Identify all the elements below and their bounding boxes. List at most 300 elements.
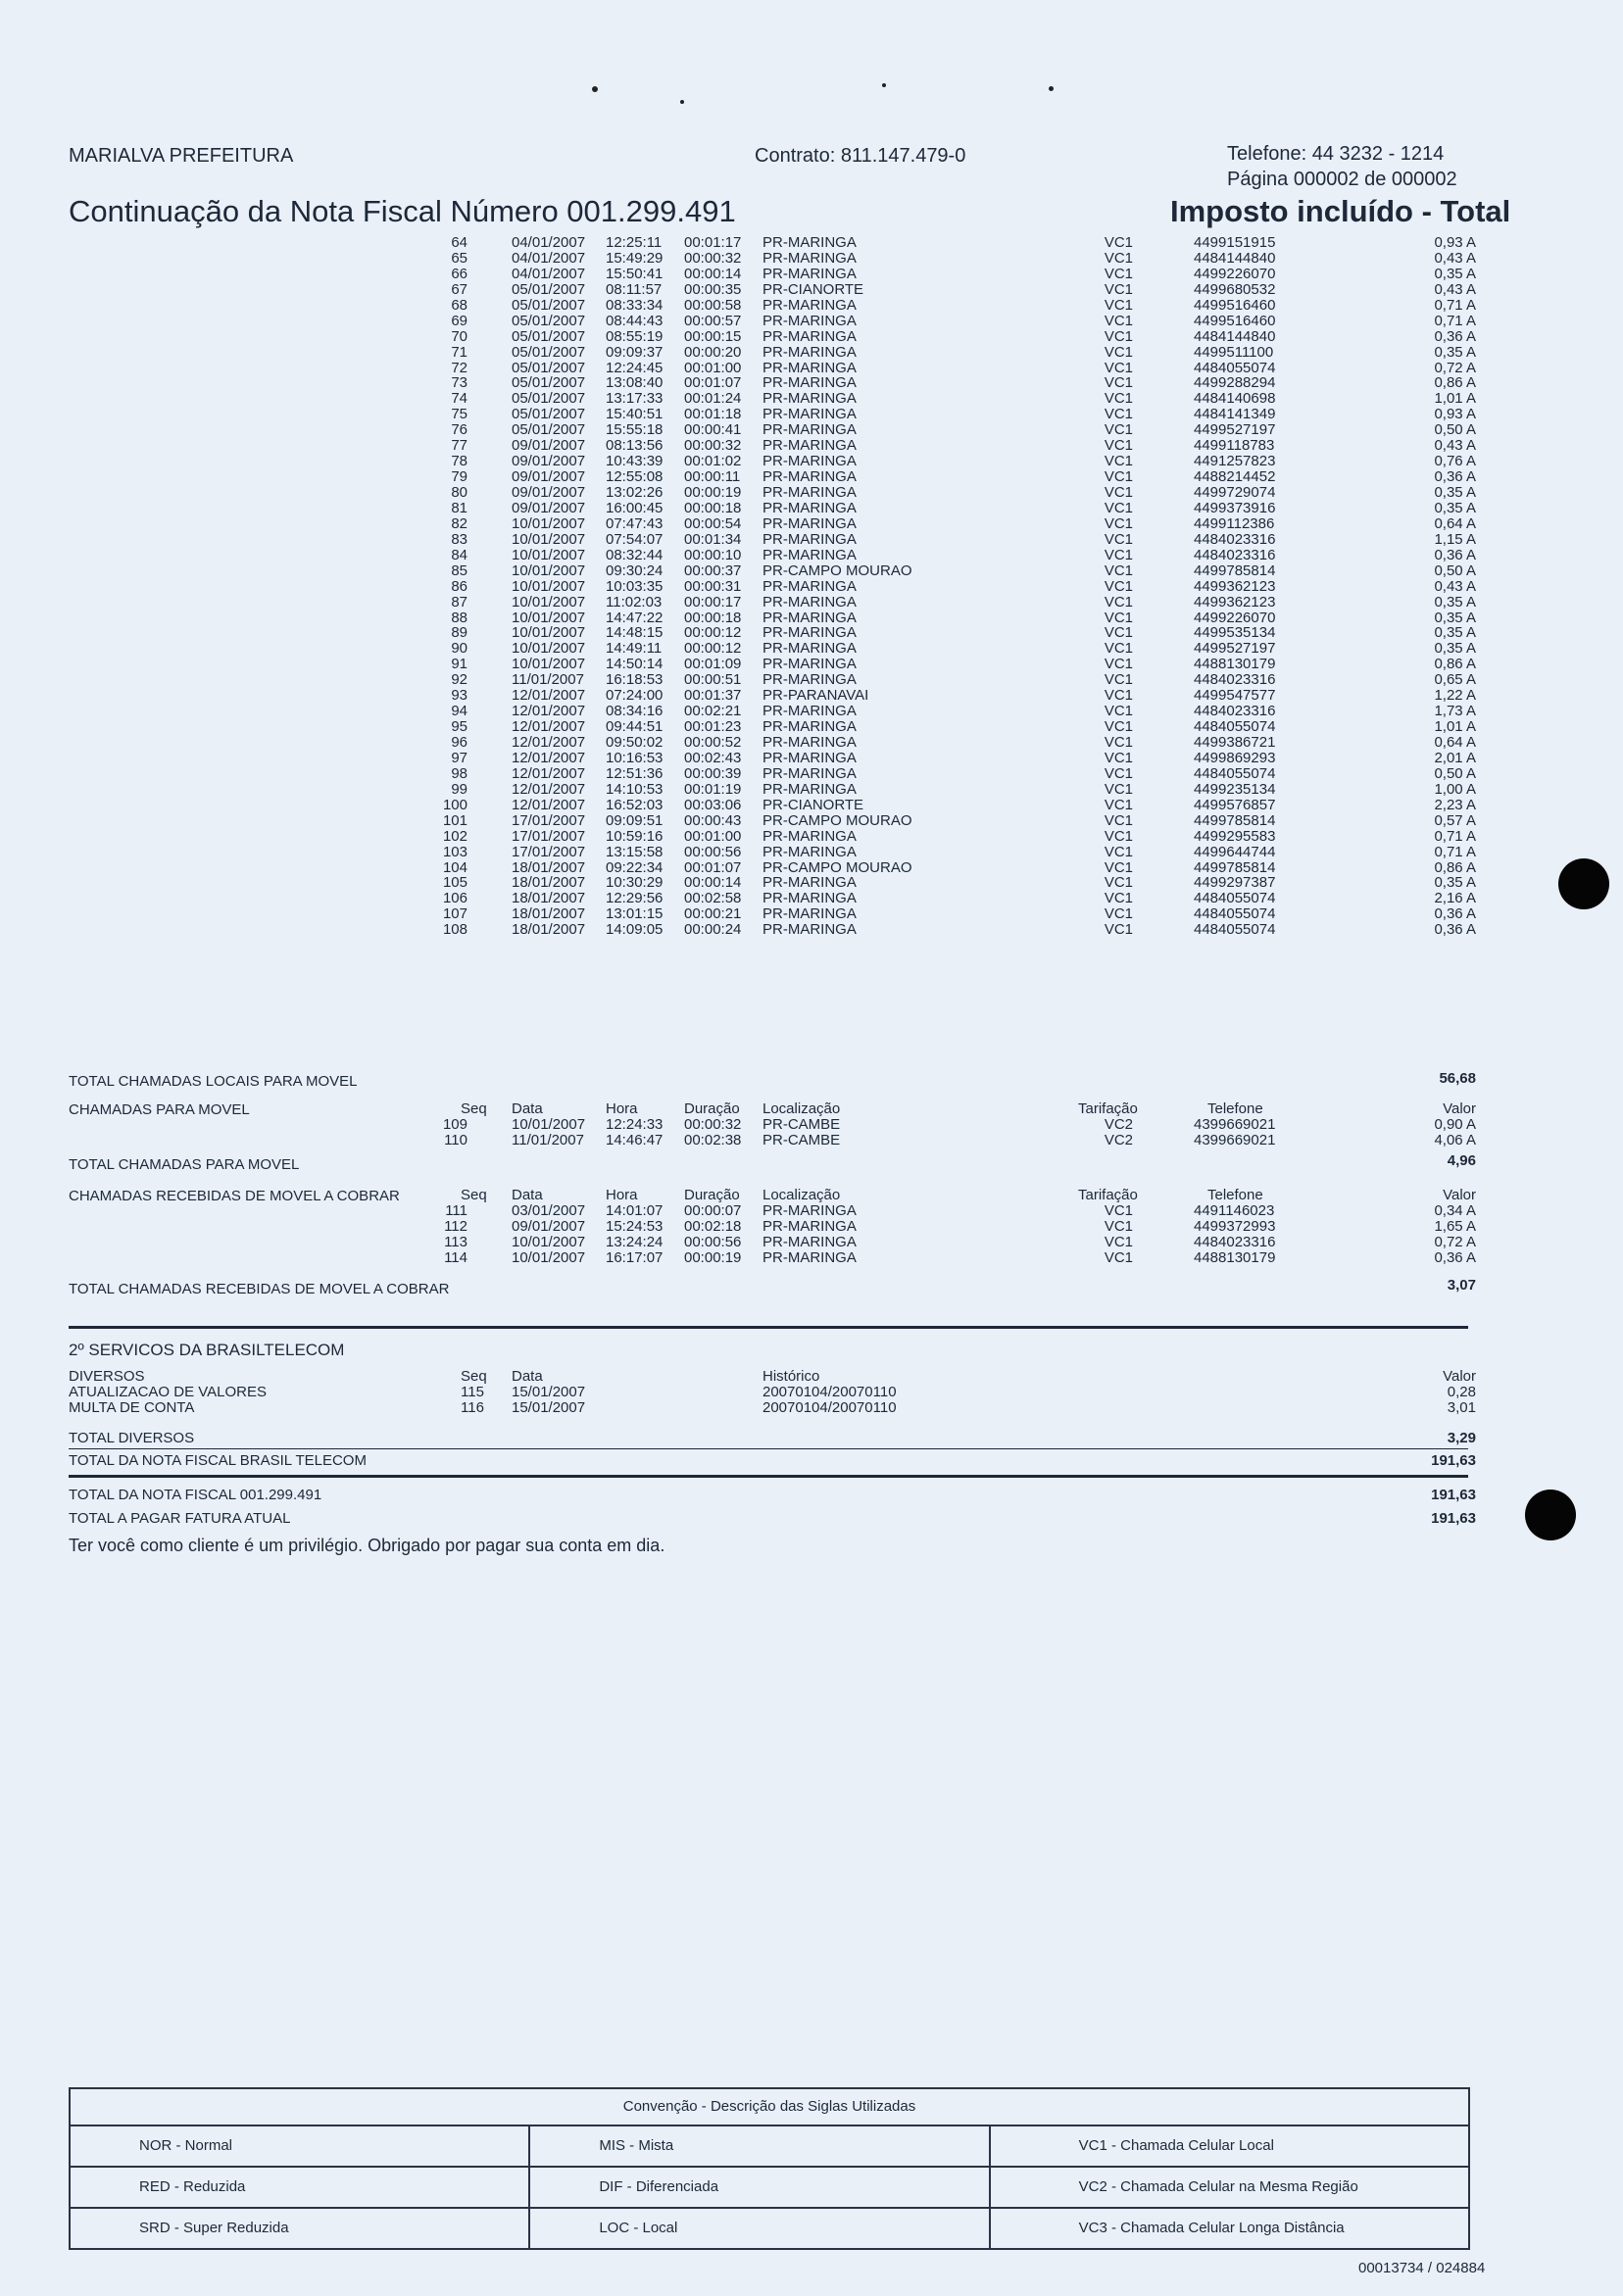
servico-data: 15/01/2007 — [512, 1384, 586, 1400]
cell-tarifacao: VC1 — [1104, 890, 1133, 907]
cell-hora: 10:43:39 — [606, 453, 664, 470]
cell-valor: 0,76 A — [1434, 453, 1476, 470]
cell-duracao: 00:01:23 — [684, 718, 742, 736]
cell-tarifacao: VC1 — [1104, 687, 1133, 705]
servico-data: 15/01/2007 — [512, 1399, 586, 1416]
cell-hora: 12:24:45 — [606, 359, 664, 376]
cell-hora: 10:59:16 — [606, 827, 664, 845]
cell-duracao: 00:00:39 — [684, 764, 742, 782]
cell-hora: 13:01:15 — [606, 905, 664, 923]
cell-data: 09/01/2007 — [512, 499, 586, 516]
cell-data: 05/01/2007 — [512, 390, 586, 408]
cell-localizacao: PR-MARINGA — [762, 514, 857, 532]
cell-duracao: 00:00:21 — [684, 905, 742, 923]
cell-duracao: 00:00:56 — [684, 1233, 742, 1250]
cell-data: 10/01/2007 — [512, 1233, 586, 1250]
cell-localizacao: PR-MARINGA — [762, 296, 857, 314]
cell-seq: 103 — [442, 843, 467, 860]
cell-tarifacao: VC1 — [1104, 468, 1133, 486]
table-row — [0, 563, 1623, 579]
cell-tarifacao: VC1 — [1104, 764, 1133, 782]
cell-valor: 0,50 A — [1434, 562, 1476, 579]
cell-data: 11/01/2007 — [512, 1131, 584, 1148]
cell-localizacao: PR-MARINGA — [762, 734, 857, 751]
cell-duracao: 00:00:41 — [684, 421, 742, 439]
cell-valor: 0,72 A — [1434, 1233, 1476, 1250]
cell-data: 10/01/2007 — [512, 593, 586, 611]
cell-telefone: 4484055074 — [1194, 764, 1276, 782]
cell-seq: 85 — [451, 562, 467, 579]
cell-valor: 1,00 A — [1434, 780, 1476, 798]
cell-localizacao: PR-PARANAVAI — [762, 687, 869, 705]
cell-duracao: 00:02:43 — [684, 749, 742, 766]
col-data: Data — [512, 1368, 543, 1385]
cell-localizacao: PR-MARINGA — [762, 359, 857, 376]
cell-data: 09/01/2007 — [512, 468, 586, 486]
cell-hora: 14:09:05 — [606, 921, 664, 939]
col-tarifacao: Tarifação — [1078, 1100, 1138, 1117]
cell-hora: 09:30:24 — [606, 562, 664, 579]
cell-tarifacao: VC1 — [1104, 265, 1133, 282]
legend-cell: NOR - Normal — [71, 2126, 530, 2166]
cell-seq: 90 — [451, 640, 467, 658]
cell-tarifacao: VC1 — [1104, 905, 1133, 923]
cell-valor: 0,64 A — [1434, 734, 1476, 751]
cell-localizacao: PR-MARINGA — [762, 577, 857, 595]
table-row — [0, 282, 1623, 298]
cell-telefone: 4488130179 — [1194, 656, 1276, 673]
cell-tarifacao: VC1 — [1104, 421, 1133, 439]
cell-hora: 16:17:07 — [606, 1248, 664, 1266]
table-row — [0, 860, 1623, 876]
legend-cell: VC2 - Chamada Celular na Mesma Região — [1078, 2178, 1358, 2195]
cell-hora: 08:55:19 — [606, 327, 664, 345]
section-divider — [69, 1326, 1468, 1329]
cell-hora: 10:03:35 — [606, 577, 664, 595]
cell-valor: 0,64 A — [1434, 514, 1476, 532]
total-pagar-label: TOTAL A PAGAR FATURA ATUAL — [69, 1510, 291, 1527]
cell-hora: 12:25:11 — [606, 234, 663, 251]
cell-seq: 77 — [451, 437, 467, 455]
table-row — [0, 267, 1623, 282]
cell-seq: 73 — [451, 374, 467, 392]
cell-duracao: 00:01:18 — [684, 406, 742, 423]
cell-seq: 79 — [451, 468, 467, 486]
cell-localizacao: PR-CAMPO MOURAO — [762, 811, 912, 829]
cell-duracao: 00:00:35 — [684, 280, 742, 298]
cell-localizacao: PR-MARINGA — [762, 905, 857, 923]
cell-data: 12/01/2007 — [512, 780, 586, 798]
thank-you-message: Ter você como cliente é um privilégio. Obrigado por pagar sua conta em dia. — [69, 1536, 665, 1555]
cell-localizacao: PR-MARINGA — [762, 312, 857, 329]
table-row — [0, 501, 1623, 516]
company-name: MARIALVA PREFEITURA — [69, 145, 294, 167]
table-row — [0, 485, 1623, 501]
total-diversos-value: 3,29 — [1447, 1430, 1476, 1446]
cell-seq: 94 — [451, 703, 467, 720]
cell-data: 10/01/2007 — [512, 609, 586, 626]
cell-localizacao: PR-MARINGA — [762, 546, 857, 563]
cell-hora: 07:54:07 — [606, 530, 664, 548]
cell-valor: 0,36 A — [1434, 1248, 1476, 1266]
table-row — [0, 891, 1623, 906]
cell-telefone: 4484055074 — [1194, 905, 1276, 923]
cell-data: 18/01/2007 — [512, 905, 586, 923]
cell-valor: 2,16 A — [1434, 890, 1476, 907]
cell-seq: 76 — [451, 421, 467, 439]
cell-hora: 09:50:02 — [606, 734, 664, 751]
cell-duracao: 00:01:07 — [684, 858, 742, 876]
cell-tarifacao: VC1 — [1104, 530, 1133, 548]
cell-localizacao: PR-MARINGA — [762, 640, 857, 658]
cell-tarifacao: VC1 — [1104, 312, 1133, 329]
legend-cell: DIF - Diferenciada — [530, 2168, 990, 2207]
document-code: 00013734 / 024884 — [1358, 2260, 1486, 2276]
cell-telefone: 4499288294 — [1194, 374, 1276, 392]
table-row — [0, 251, 1623, 267]
table-row — [0, 345, 1623, 361]
cell-valor: 0,35 A — [1434, 484, 1476, 501]
cell-seq: 108 — [442, 921, 467, 939]
cell-localizacao: PR-MARINGA — [762, 327, 857, 345]
legend-row — [71, 2126, 1468, 2168]
cell-seq: 72 — [451, 359, 467, 376]
cell-hora: 15:55:18 — [606, 421, 664, 439]
cell-seq: 92 — [451, 671, 467, 689]
cell-duracao: 00:00:37 — [684, 562, 742, 579]
cell-valor: 0,43 A — [1434, 577, 1476, 595]
movel-calls-table — [0, 1117, 1623, 1148]
cell-seq: 110 — [444, 1131, 467, 1148]
cell-telefone: 4499547577 — [1194, 687, 1276, 705]
recebidas-total-value: 3,07 — [1447, 1277, 1476, 1294]
page-title: Continuação da Nota Fiscal Número 001.299.491 — [69, 194, 736, 228]
cell-valor: 0,36 A — [1434, 468, 1476, 486]
cell-tarifacao: VC1 — [1104, 546, 1133, 563]
recebidas-calls-table — [0, 1203, 1623, 1266]
cell-telefone: 4499785814 — [1194, 811, 1276, 829]
table-row — [0, 1235, 1623, 1250]
recebidas-section-title: CHAMADAS RECEBIDAS DE MOVEL A COBRAR — [69, 1188, 400, 1204]
cell-valor: 0,50 A — [1434, 764, 1476, 782]
cell-duracao: 00:01:17 — [684, 234, 742, 251]
servico-valor: 0,28 — [1447, 1384, 1476, 1400]
cell-valor: 0,36 A — [1434, 546, 1476, 563]
cell-tarifacao: VC1 — [1104, 1233, 1133, 1250]
cell-duracao: 00:00:32 — [684, 249, 742, 267]
cell-data: 05/01/2007 — [512, 312, 586, 329]
cell-telefone: 4499527197 — [1194, 640, 1276, 658]
cell-localizacao: PR-MARINGA — [762, 1233, 857, 1250]
cell-tarifacao: VC1 — [1104, 796, 1133, 813]
cell-hora: 08:44:43 — [606, 312, 664, 329]
cell-valor: 0,65 A — [1434, 671, 1476, 689]
cell-tarifacao: VC1 — [1104, 562, 1133, 579]
cell-telefone: 4499373916 — [1194, 499, 1276, 516]
cell-data: 17/01/2007 — [512, 811, 586, 829]
cell-localizacao: PR-MARINGA — [762, 390, 857, 408]
cell-duracao: 00:00:18 — [684, 499, 742, 516]
table-row — [0, 1219, 1623, 1235]
col-seq: Seq — [461, 1187, 487, 1203]
cell-seq: 75 — [451, 406, 467, 423]
cell-duracao: 00:01:02 — [684, 453, 742, 470]
cell-telefone: 4499785814 — [1194, 562, 1276, 579]
cell-telefone: 4484023316 — [1194, 546, 1276, 563]
cell-duracao: 00:01:24 — [684, 390, 742, 408]
cell-tarifacao: VC1 — [1104, 734, 1133, 751]
cell-localizacao: PR-MARINGA — [762, 249, 857, 267]
cell-data: 12/01/2007 — [512, 764, 586, 782]
cell-hora: 14:47:22 — [606, 609, 664, 626]
cell-tarifacao: VC1 — [1104, 656, 1133, 673]
legend-table — [69, 2087, 1470, 2250]
cell-tarifacao: VC1 — [1104, 609, 1133, 626]
cell-localizacao: PR-MARINGA — [762, 265, 857, 282]
cell-duracao: 00:01:37 — [684, 687, 742, 705]
table-row — [0, 329, 1623, 345]
cell-telefone: 4499729074 — [1194, 484, 1276, 501]
cell-seq: 70 — [451, 327, 467, 345]
table-row — [0, 548, 1623, 563]
page-indicator: Página 000002 de 000002 — [1227, 169, 1457, 190]
table-row — [0, 875, 1623, 891]
table-row — [0, 813, 1623, 829]
col-duracao: Duração — [684, 1100, 740, 1117]
servico-valor: 3,01 — [1447, 1399, 1476, 1416]
col-seq: Seq — [461, 1368, 487, 1385]
cell-localizacao: PR-CAMBE — [762, 1116, 841, 1133]
cell-hora: 08:32:44 — [606, 546, 664, 563]
cell-hora: 09:44:51 — [606, 718, 664, 736]
cell-data: 10/01/2007 — [512, 624, 586, 642]
cell-seq: 105 — [442, 874, 467, 892]
cell-data: 10/01/2007 — [512, 562, 586, 579]
cell-data: 10/01/2007 — [512, 640, 586, 658]
cell-seq: 88 — [451, 609, 467, 626]
table-row — [0, 845, 1623, 860]
scan-speck — [592, 86, 598, 92]
cell-valor: 0,72 A — [1434, 359, 1476, 376]
legend-cell: MIS - Mista — [530, 2126, 990, 2166]
table-row — [0, 625, 1623, 641]
cell-valor: 0,36 A — [1434, 905, 1476, 923]
cell-valor: 0,34 A — [1434, 1202, 1476, 1219]
recebidas-header — [0, 1188, 1623, 1203]
cell-seq: 113 — [444, 1233, 467, 1250]
cell-valor: 0,86 A — [1434, 374, 1476, 392]
cell-data: 12/01/2007 — [512, 687, 586, 705]
col-hora: Hora — [606, 1100, 638, 1117]
cell-localizacao: PR-MARINGA — [762, 843, 857, 860]
cell-telefone: 4484055074 — [1194, 359, 1276, 376]
cell-tarifacao: VC1 — [1104, 749, 1133, 766]
cell-hora: 07:47:43 — [606, 514, 664, 532]
cell-seq: 102 — [442, 827, 467, 845]
cell-hora: 14:46:47 — [606, 1131, 664, 1148]
cell-telefone: 4499235134 — [1194, 780, 1276, 798]
cell-telefone: 4484141349 — [1194, 406, 1276, 423]
cell-tarifacao: VC1 — [1104, 234, 1133, 251]
cell-data: 10/01/2007 — [512, 546, 586, 563]
cell-localizacao: PR-CIANORTE — [762, 280, 864, 298]
cell-localizacao: PR-MARINGA — [762, 1248, 857, 1266]
cell-seq: 100 — [442, 796, 467, 813]
cell-data: 18/01/2007 — [512, 890, 586, 907]
cell-tarifacao: VC2 — [1104, 1131, 1133, 1148]
cell-telefone: 4499516460 — [1194, 312, 1276, 329]
cell-hora: 10:30:29 — [606, 874, 664, 892]
cell-localizacao: PR-CAMBE — [762, 1131, 841, 1148]
col-valor: Valor — [1443, 1187, 1476, 1203]
cell-seq: 107 — [442, 905, 467, 923]
cell-hora: 12:51:36 — [606, 764, 664, 782]
cell-valor: 0,36 A — [1434, 921, 1476, 939]
cell-telefone: 4499362123 — [1194, 593, 1276, 611]
cell-tarifacao: VC1 — [1104, 514, 1133, 532]
cell-valor: 0,35 A — [1434, 624, 1476, 642]
col-duracao: Duração — [684, 1187, 740, 1203]
cell-localizacao: PR-CAMPO MOURAO — [762, 858, 912, 876]
cell-data: 09/01/2007 — [512, 453, 586, 470]
cell-duracao: 00:00:17 — [684, 593, 742, 611]
cell-telefone: 4484023316 — [1194, 671, 1276, 689]
cell-telefone: 4499297387 — [1194, 874, 1276, 892]
cell-localizacao: PR-MARINGA — [762, 827, 857, 845]
cell-telefone: 4499516460 — [1194, 296, 1276, 314]
cell-telefone: 4499295583 — [1194, 827, 1276, 845]
table-row — [0, 751, 1623, 766]
cell-tarifacao: VC1 — [1104, 811, 1133, 829]
diversos-label: DIVERSOS — [69, 1368, 145, 1385]
cell-telefone: 4499576857 — [1194, 796, 1276, 813]
cell-valor: 1,22 A — [1434, 687, 1476, 705]
cell-hora: 15:49:29 — [606, 249, 664, 267]
cell-tarifacao: VC1 — [1104, 921, 1133, 939]
cell-hora: 08:11:57 — [606, 280, 663, 298]
table-row — [0, 407, 1623, 422]
scan-speck — [882, 83, 886, 87]
cell-data: 17/01/2007 — [512, 843, 586, 860]
cell-data: 10/01/2007 — [512, 1116, 586, 1133]
cell-telefone: 4399669021 — [1194, 1131, 1276, 1148]
cell-localizacao: PR-MARINGA — [762, 764, 857, 782]
cell-localizacao: PR-MARINGA — [762, 780, 857, 798]
cell-hora: 07:24:00 — [606, 687, 664, 705]
cell-data: 09/01/2007 — [512, 437, 586, 455]
total-nf-value: 191,63 — [1431, 1487, 1476, 1503]
cell-telefone: 4484144840 — [1194, 249, 1276, 267]
cell-hora: 09:22:34 — [606, 858, 664, 876]
cell-telefone: 4484023316 — [1194, 530, 1276, 548]
table-row — [0, 314, 1623, 329]
cell-duracao: 00:00:11 — [684, 468, 741, 486]
col-telefone: Telefone — [1207, 1187, 1263, 1203]
cell-valor: 0,43 A — [1434, 437, 1476, 455]
cell-tarifacao: VC1 — [1104, 1217, 1133, 1235]
table-row — [0, 532, 1623, 548]
cell-telefone: 4499118783 — [1194, 437, 1275, 455]
cell-data: 09/01/2007 — [512, 1217, 586, 1235]
cell-duracao: 00:00:07 — [684, 1202, 742, 1219]
cell-tarifacao: VC1 — [1104, 499, 1133, 516]
cell-duracao: 00:00:32 — [684, 437, 742, 455]
table-row — [0, 782, 1623, 798]
cell-duracao: 00:00:14 — [684, 265, 742, 282]
cell-tarifacao: VC1 — [1104, 1248, 1133, 1266]
cell-seq: 97 — [451, 749, 467, 766]
cell-tarifacao: VC2 — [1104, 1116, 1133, 1133]
cell-valor: 0,57 A — [1434, 811, 1476, 829]
cell-data: 10/01/2007 — [512, 577, 586, 595]
cell-telefone: 4491146023 — [1194, 1202, 1275, 1219]
cell-seq: 65 — [451, 249, 467, 267]
cell-localizacao: PR-MARINGA — [762, 484, 857, 501]
cell-duracao: 00:01:07 — [684, 374, 742, 392]
local-total-label: TOTAL CHAMADAS LOCAIS PARA MOVEL — [69, 1073, 358, 1090]
cell-telefone: 4499680532 — [1194, 280, 1276, 298]
cell-hora: 10:16:53 — [606, 749, 664, 766]
cell-telefone: 4499112386 — [1194, 514, 1275, 532]
cell-duracao: 00:00:15 — [684, 327, 742, 345]
cell-valor: 0,71 A — [1434, 827, 1476, 845]
cell-valor: 0,50 A — [1434, 421, 1476, 439]
table-row — [0, 735, 1623, 751]
cell-localizacao: PR-MARINGA — [762, 1217, 857, 1235]
cell-data: 03/01/2007 — [512, 1202, 586, 1219]
cell-telefone: 4491257823 — [1194, 453, 1276, 470]
table-row — [0, 298, 1623, 314]
cell-hora: 09:09:51 — [606, 811, 664, 829]
local-total-value: 56,68 — [1439, 1070, 1476, 1087]
cell-valor: 2,23 A — [1434, 796, 1476, 813]
cell-hora: 09:09:37 — [606, 343, 664, 361]
cell-localizacao: PR-MARINGA — [762, 421, 857, 439]
cell-telefone: 4499226070 — [1194, 609, 1276, 626]
cell-seq: 112 — [444, 1217, 467, 1235]
punch-hole — [1525, 1490, 1576, 1540]
table-row — [0, 469, 1623, 485]
col-data: Data — [512, 1100, 543, 1117]
cell-duracao: 00:00:10 — [684, 546, 742, 563]
cell-localizacao: PR-MARINGA — [762, 874, 857, 892]
table-row — [0, 375, 1623, 391]
cell-valor: 2,01 A — [1434, 749, 1476, 766]
cell-tarifacao: VC1 — [1104, 874, 1133, 892]
tax-note: Imposto incluído - Total — [1170, 194, 1511, 228]
cell-localizacao: PR-MARINGA — [762, 406, 857, 423]
cell-valor: 0,71 A — [1434, 296, 1476, 314]
cell-valor: 0,35 A — [1434, 265, 1476, 282]
cell-seq: 101 — [442, 811, 467, 829]
table-row — [0, 1133, 1623, 1148]
cell-data: 18/01/2007 — [512, 874, 586, 892]
cell-duracao: 00:00:56 — [684, 843, 742, 860]
cell-tarifacao: VC1 — [1104, 593, 1133, 611]
cell-tarifacao: VC1 — [1104, 280, 1133, 298]
cell-localizacao: PR-MARINGA — [762, 234, 857, 251]
cell-telefone: 4488214452 — [1194, 468, 1276, 486]
cell-valor: 1,65 A — [1434, 1217, 1476, 1235]
cell-valor: 0,90 A — [1434, 1116, 1476, 1133]
cell-duracao: 00:00:58 — [684, 296, 742, 314]
cell-data: 11/01/2007 — [512, 671, 584, 689]
cell-hora: 15:40:51 — [606, 406, 664, 423]
cell-valor: 0,86 A — [1434, 858, 1476, 876]
cell-valor: 1,01 A — [1434, 718, 1476, 736]
table-row — [0, 798, 1623, 813]
servico-historico: 20070104/20070110 — [762, 1384, 897, 1400]
